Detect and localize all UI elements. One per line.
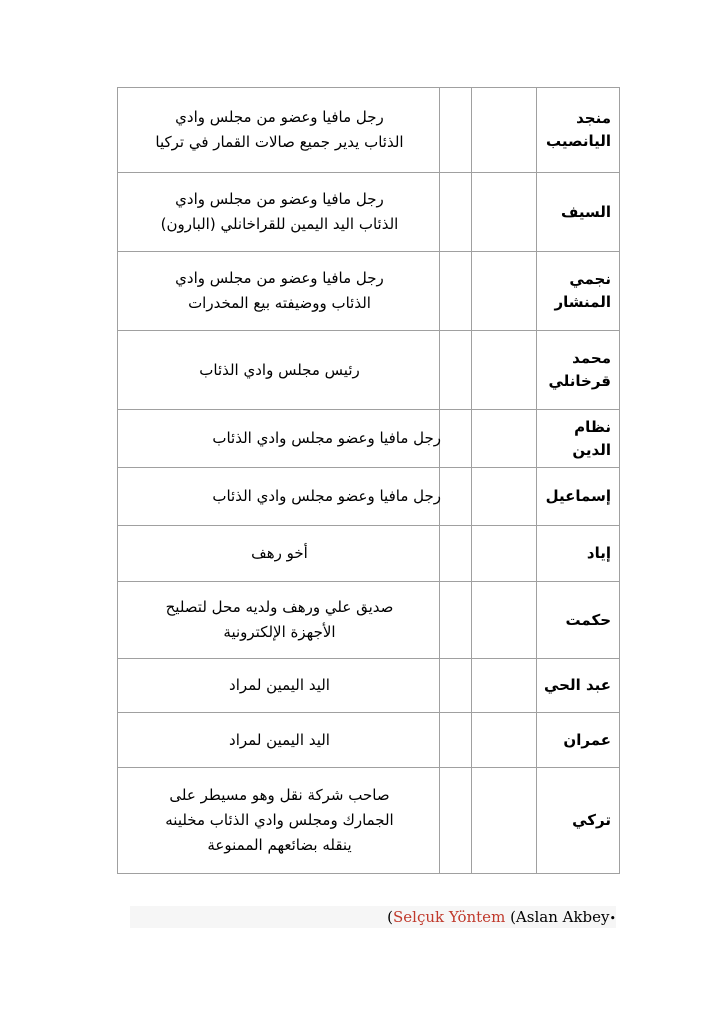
- table-row: [118, 468, 620, 526]
- empty-cell: [472, 659, 537, 713]
- name-cell: [537, 768, 620, 874]
- table-row: [118, 173, 620, 252]
- description-cell: [118, 410, 440, 468]
- character-name: نجمي المنشار: [554, 270, 611, 311]
- name-cell: [537, 410, 620, 468]
- empty-cell: [472, 252, 537, 331]
- description-cell: [118, 526, 440, 582]
- character-description: صديق علي ورهف ولديه محل لتصليح الأجهزة الإلكترونية: [165, 598, 394, 641]
- character-description: أخو رهف: [251, 544, 308, 562]
- name-cell: [537, 331, 620, 410]
- empty-cell: [440, 468, 472, 526]
- name-cell: [537, 173, 620, 252]
- actor-name: Selçuk Yöntem: [393, 908, 506, 926]
- empty-cell: [440, 582, 472, 659]
- character-description: رجل مافيا وعضو مجلس وادي الذئاب: [212, 487, 441, 505]
- empty-cell: [440, 713, 472, 768]
- table-row: [118, 768, 620, 874]
- empty-cell: [472, 526, 537, 582]
- character-name: نظام الدين: [572, 417, 611, 459]
- empty-cell: [472, 582, 537, 659]
- character-name: إسماعيل: [545, 487, 611, 505]
- description-cell: [118, 659, 440, 713]
- empty-cell: [472, 173, 537, 252]
- character-name: عمران: [563, 730, 611, 749]
- name-cell: [537, 252, 620, 331]
- empty-cell: [440, 173, 472, 252]
- empty-cell: [472, 468, 537, 526]
- table-row: [118, 713, 620, 768]
- description-cell: [118, 713, 440, 768]
- table-row: [118, 410, 620, 468]
- name-cell: [537, 468, 620, 526]
- empty-cell: [440, 252, 472, 331]
- table-row: [118, 582, 620, 659]
- empty-cell: [440, 88, 472, 173]
- character-description: رجل مافيا وعضو من مجلس وادي الذئاب اليد اليمين للقراخانلي (البارون): [160, 190, 399, 233]
- empty-cell: [440, 768, 472, 874]
- name-cell: [537, 526, 620, 582]
- character-description: رجل مافيا وعضو من مجلس وادي الذئاب يدير جميع صالات القمار في تركيا: [155, 108, 404, 151]
- character-name: محمد قرخانلي: [548, 349, 611, 390]
- name-cell: [537, 582, 620, 659]
- character-name: تركي: [572, 811, 611, 829]
- empty-cell: [440, 331, 472, 410]
- empty-cell: [472, 331, 537, 410]
- table-row: [118, 526, 620, 582]
- character-name: منجد اليانصيب: [546, 109, 611, 150]
- caption-open-paren: (: [387, 908, 393, 926]
- table-row: [118, 88, 620, 173]
- empty-cell: [440, 526, 472, 582]
- character-name: السيف: [560, 202, 611, 221]
- table-row: [118, 659, 620, 713]
- character-alias: (Aslan Akbey: [505, 908, 610, 926]
- description-cell: [118, 331, 440, 410]
- character-description: رجل مافيا وعضو من مجلس وادي الذئاب ووضيفته بيع المخدرات: [175, 269, 384, 312]
- character-description: صاحب شركة نقل وهو مسيطر على الجمارك ومجلس وادي الذئاب مخلينه ينقله بضائعهم الممنوعة: [165, 786, 394, 854]
- name-cell: [537, 659, 620, 713]
- description-cell: [118, 252, 440, 331]
- character-name: إياد: [586, 544, 611, 562]
- empty-cell: [472, 713, 537, 768]
- empty-cell: [472, 88, 537, 173]
- description-cell: [118, 173, 440, 252]
- table-row: [118, 252, 620, 331]
- name-cell: [537, 88, 620, 173]
- description-cell: [118, 88, 440, 173]
- description-cell: [118, 468, 440, 526]
- empty-cell: [472, 410, 537, 468]
- table-row: [118, 331, 620, 410]
- character-description: اليد اليمين لمراد: [229, 730, 330, 749]
- bullet-icon: •: [609, 912, 616, 925]
- description-cell: [118, 768, 440, 874]
- character-description: اليد اليمين لمراد: [229, 676, 330, 694]
- empty-cell: [440, 410, 472, 468]
- character-description: رجل مافيا وعضو مجلس وادي الذئاب: [212, 429, 441, 447]
- description-cell: [118, 582, 440, 659]
- characters-table: [117, 87, 620, 874]
- name-cell: [537, 713, 620, 768]
- character-description: رئيس مجلس وادي الذئاب: [199, 360, 360, 379]
- photo-caption: [130, 906, 616, 928]
- character-name: حكمت: [565, 610, 611, 629]
- empty-cell: [472, 768, 537, 874]
- character-name: عبد الحي: [543, 676, 611, 694]
- empty-cell: [440, 659, 472, 713]
